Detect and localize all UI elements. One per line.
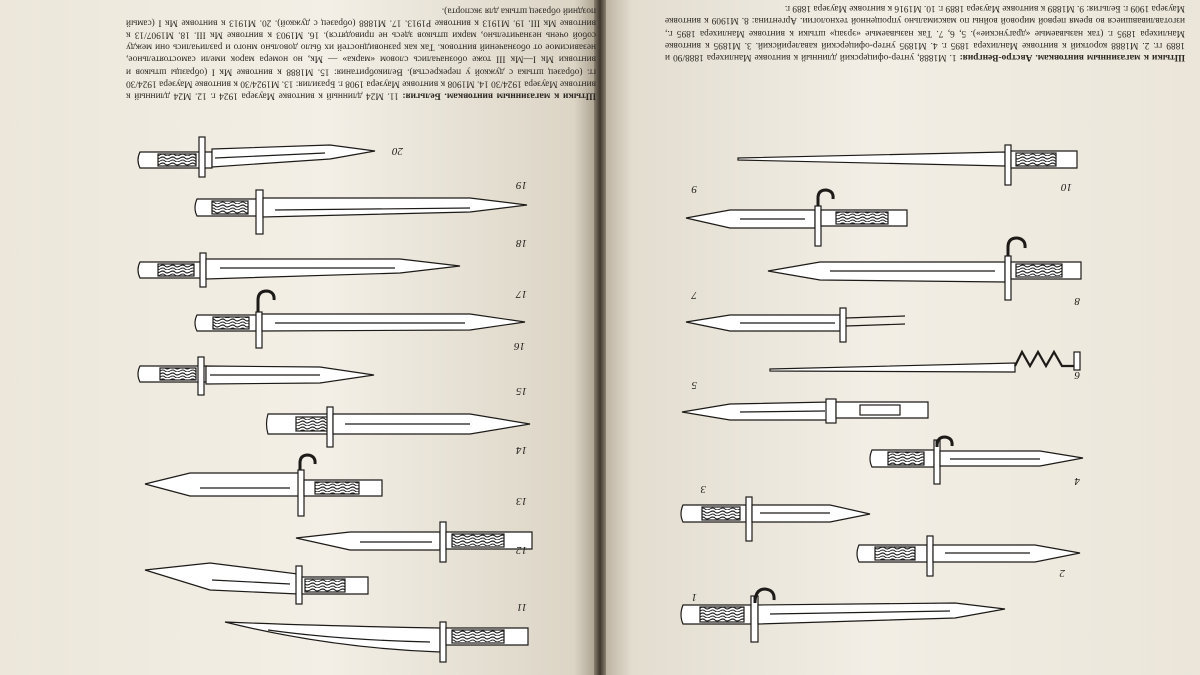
fig-number-6: 6 [1074,369,1080,381]
bayonet-5 [682,399,928,423]
bayonet-14 [145,455,382,516]
bayonet-2 [857,536,1080,576]
bayonet-8 [768,238,1081,300]
caption-right-body: 1. М1888, унтер-офицерский длинный к винтовке Манлихера 1888/90 и 1889 гг. 2. М1888 короткий к винтовке Манлихера 1895 г. 4. М1895 унтер-офицерский кавалерийский. 3. М1895 к винтовке Манлихера 1895 г. (так называемые «драгунские»). 5, 6, 7. Так называемые «эрзац» штыки к винтовке Манлихера 1895 г., изготавливавшиеся во время первой мировой войны по максимально упрощенной технологии. Аргентина: 8. М1909 к винтовке Маузера 1909 г. Бельгия: 9. М1889 к винтовке Маузера 1889 г. 10. М1916 к винтовке Маузера 1889 г. [665,3,1185,63]
caption-right-heading: Штыки к магазинным винтовкам. Австро-Венгрия: [959,52,1185,63]
caption-left-body: 11. М24 длинный к винтовке Маузера 1924 г. 12. М24 длинный к винтовке Маузера 1924/30 14. М1908 к винтовке Маузера 1908 г. Бразилия: 13. М1924/30 к винтовке Маузера 1924/30 гг. (образец штыка с дужкой у перекрестья). Великобритания: 15. М1888 к винтовке Мк I (образцы штыков и винтовки Мк I—Мк III тоже обозначались словом «марка» — Мк, но номера марок имели самостоятельное, независимое от обозначений винтовок. Так как разновидностей их было довольно много и различались они между собой очень незначительно, марки штыков здесь не приводятся). 16. М1903 к винтовке Мк III. 18. М1907/13 к винтовке Мк III. 19. М1913 к винтовке Р1913. 17. М1888 (образец с дужкой). 20. М1913 к винтовке Мк I (самый поздний образец штыка для экспорта). [126,5,596,101]
fig-number-8: 8 [1074,295,1080,307]
bayonet-17 [195,291,525,348]
fig-number-1: 1 [691,591,697,603]
fig-number-16: 16 [514,340,525,352]
fig-number-7: 7 [691,289,697,301]
fig-number-17: 17 [516,288,527,300]
bayonet-11 [225,622,528,662]
fig-number-4: 4 [1074,475,1080,487]
bayonet-9 [686,190,907,246]
fig-number-12: 12 [516,544,527,556]
fig-number-10: 10 [1061,181,1072,193]
fig-number-14: 14 [516,444,527,456]
bayonet-18 [138,253,460,287]
bayonet-19 [195,190,527,234]
fig-number-13: 13 [516,495,527,507]
bayonet-6 [770,352,1080,372]
fig-number-2: 2 [1059,567,1065,579]
fig-number-20: 20 [392,145,403,157]
bayonet-12 [145,563,368,604]
fig-number-11: 11 [516,601,527,613]
bayonet-15 [267,407,531,447]
fig-number-9: 9 [691,183,697,195]
fig-number-3: 3 [700,483,706,495]
bayonet-1 [681,589,1005,642]
caption-left-heading: Штыки к магазинным винтовкам. Бельгия: [402,90,596,101]
fig-number-5: 5 [691,379,697,391]
bayonet-4 [870,437,1083,484]
bayonet-7 [686,308,905,342]
bayonet-10 [738,145,1077,185]
bayonet-3 [681,497,870,541]
fig-number-18: 18 [516,237,527,249]
fig-number-15: 15 [516,385,527,397]
bayonet-16 [138,357,374,395]
bayonet-13 [296,522,532,562]
bayonet-20 [138,137,375,177]
fig-number-19: 19 [516,179,527,191]
